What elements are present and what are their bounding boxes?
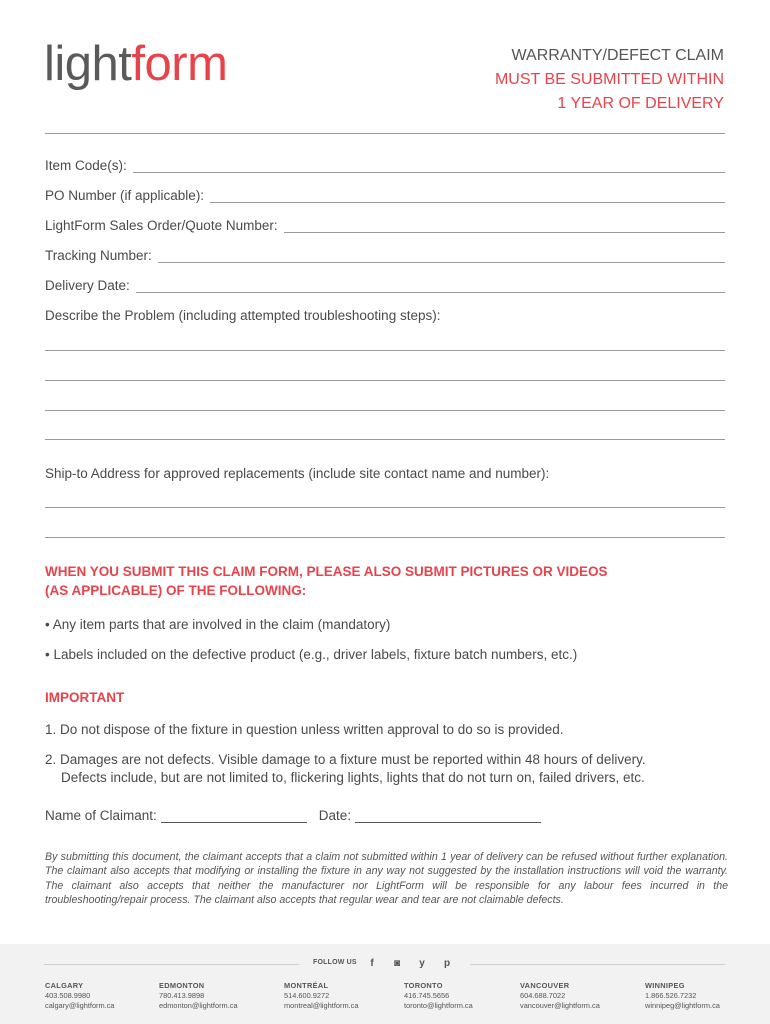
bullet-labels: • Labels included on the defective product (e.g., driver labels, fixture batch numbers, etc.) [45, 647, 578, 662]
follow-divider-left [44, 964, 299, 965]
item-code-label: Item Code(s): [45, 158, 127, 173]
signature-row [45, 808, 541, 823]
date-line[interactable] [355, 812, 541, 823]
bullet-item-parts: • Any item parts that are involved in the claim (mandatory) [45, 617, 391, 632]
describe-problem-line[interactable] [45, 410, 725, 411]
office-phone: 780.413.9898 [159, 991, 205, 1000]
logo-light: light [44, 37, 132, 91]
important-item-2-line1: 2. Damages are not defects. Visible damage to a fixture must be reported within 48 hours of delivery. [45, 752, 646, 767]
describe-problem-label: Describe the Problem (including attempted troubleshooting steps): [45, 308, 441, 323]
office-email[interactable]: toronto@lightform.ca [404, 1001, 473, 1010]
delivery-date-line[interactable] [136, 282, 725, 293]
office-calgary [45, 981, 115, 1011]
form-title-line1: WARRANTY/DEFECT CLAIM [511, 47, 724, 64]
tracking-number-label: Tracking Number: [45, 248, 152, 263]
describe-problem-line[interactable] [45, 439, 725, 440]
office-city: EDMONTON [159, 981, 205, 990]
office-city: WINNIPEG [645, 981, 685, 990]
follow-divider-right [470, 964, 725, 965]
submit-notice-line2: (AS APPLICABLE) OF THE FOLLOWING: [45, 583, 307, 598]
date-label: Date: [318, 808, 352, 823]
important-item-2-line2: Defects include, but are not limited to, flickering lights, lights that do not turn on, failed drivers, etc. [61, 770, 645, 785]
claimant-name-label: Name of Claimant: [45, 808, 157, 823]
office-email[interactable]: vancouver@lightform.ca [520, 1001, 600, 1010]
po-number-field[interactable] [45, 188, 725, 203]
important-heading: IMPORTANT [45, 690, 125, 705]
disclaimer-text: By submitting this document, the claimant accepts that a claim not submitted within 1 year of delivery can be refused without further explanation. The claimant also accepts that modifying or installing the fixture in any way not suggested by the installation instructions will void the warranty. The claimant also accepts that neither the manufacturer nor LightForm will be responsible for any labour fees incurred in the troubleshooting/repair process. The claimant also accepts that regular wear and tear are not claimable defects. [45, 851, 728, 907]
header-divider [45, 133, 725, 134]
important-item-1: 1. Do not dispose of the fixture in question unless written approval to do so is provided. [45, 722, 564, 737]
office-phone: 416.745.5656 [404, 991, 450, 1000]
office-vancouver [520, 981, 600, 1011]
office-city: TORONTO [404, 981, 443, 990]
ship-to-line[interactable] [45, 537, 725, 538]
office-phone: 514.600.9272 [284, 991, 330, 1000]
footer [0, 944, 770, 1024]
describe-problem-line[interactable] [45, 350, 725, 351]
office-phone: 403.508.9980 [45, 991, 91, 1000]
office-montreal [284, 981, 358, 1011]
submit-notice-heading [45, 562, 608, 600]
delivery-date-label: Delivery Date: [45, 278, 130, 293]
item-code-line[interactable] [133, 162, 725, 173]
instagram-icon[interactable]: ◙ [393, 958, 401, 969]
ship-to-line[interactable] [45, 507, 725, 508]
office-toronto [404, 981, 473, 1011]
office-email[interactable]: winnipeg@lightform.ca [645, 1001, 720, 1010]
sales-order-line[interactable] [284, 222, 725, 233]
pinterest-icon[interactable]: p [443, 958, 451, 969]
facebook-icon[interactable]: f [370, 958, 374, 969]
office-city: CALGARY [45, 981, 84, 990]
ship-to-label: Ship-to Address for approved replacements (include site contact name and number): [45, 466, 550, 481]
lightform-logo [44, 37, 228, 91]
office-email[interactable]: calgary@lightform.ca [45, 1001, 115, 1010]
form-title-line2: MUST BE SUBMITTED WITHIN [494, 71, 724, 88]
submit-notice-line1: WHEN YOU SUBMIT THIS CLAIM FORM, PLEASE ALSO SUBMIT PICTURES OR VIDEOS [45, 564, 608, 579]
claimant-name-line[interactable] [161, 812, 307, 823]
office-email[interactable]: montreal@lightform.ca [284, 1001, 359, 1010]
form-title [495, 44, 724, 116]
delivery-date-field[interactable] [45, 278, 725, 293]
tracking-number-line[interactable] [158, 252, 725, 263]
twitter-icon[interactable]: y [419, 958, 425, 969]
item-code-field[interactable] [45, 158, 725, 173]
follow-us-label: FOLLOW US [313, 959, 357, 966]
office-email[interactable]: edmonton@lightform.ca [159, 1001, 238, 1010]
follow-us-bar [0, 956, 770, 972]
tracking-number-field[interactable] [45, 248, 725, 263]
office-city: MONTRÉAL [284, 981, 329, 990]
office-phone: 604.688.7022 [520, 991, 566, 1000]
logo-form: form [131, 37, 228, 91]
important-item-2 [45, 751, 646, 787]
describe-problem-line[interactable] [45, 380, 725, 381]
sales-order-label: LightForm Sales Order/Quote Number: [45, 218, 278, 233]
office-edmonton [159, 981, 238, 1011]
office-winnipeg [645, 981, 720, 1011]
po-number-label: PO Number (if applicable): [45, 188, 205, 203]
sales-order-field[interactable] [45, 218, 725, 233]
office-city: VANCOUVER [520, 981, 570, 990]
po-number-line[interactable] [210, 192, 725, 203]
office-phone: 1.866.526.7232 [645, 991, 697, 1000]
form-title-line3: 1 YEAR OF DELIVERY [557, 95, 724, 112]
